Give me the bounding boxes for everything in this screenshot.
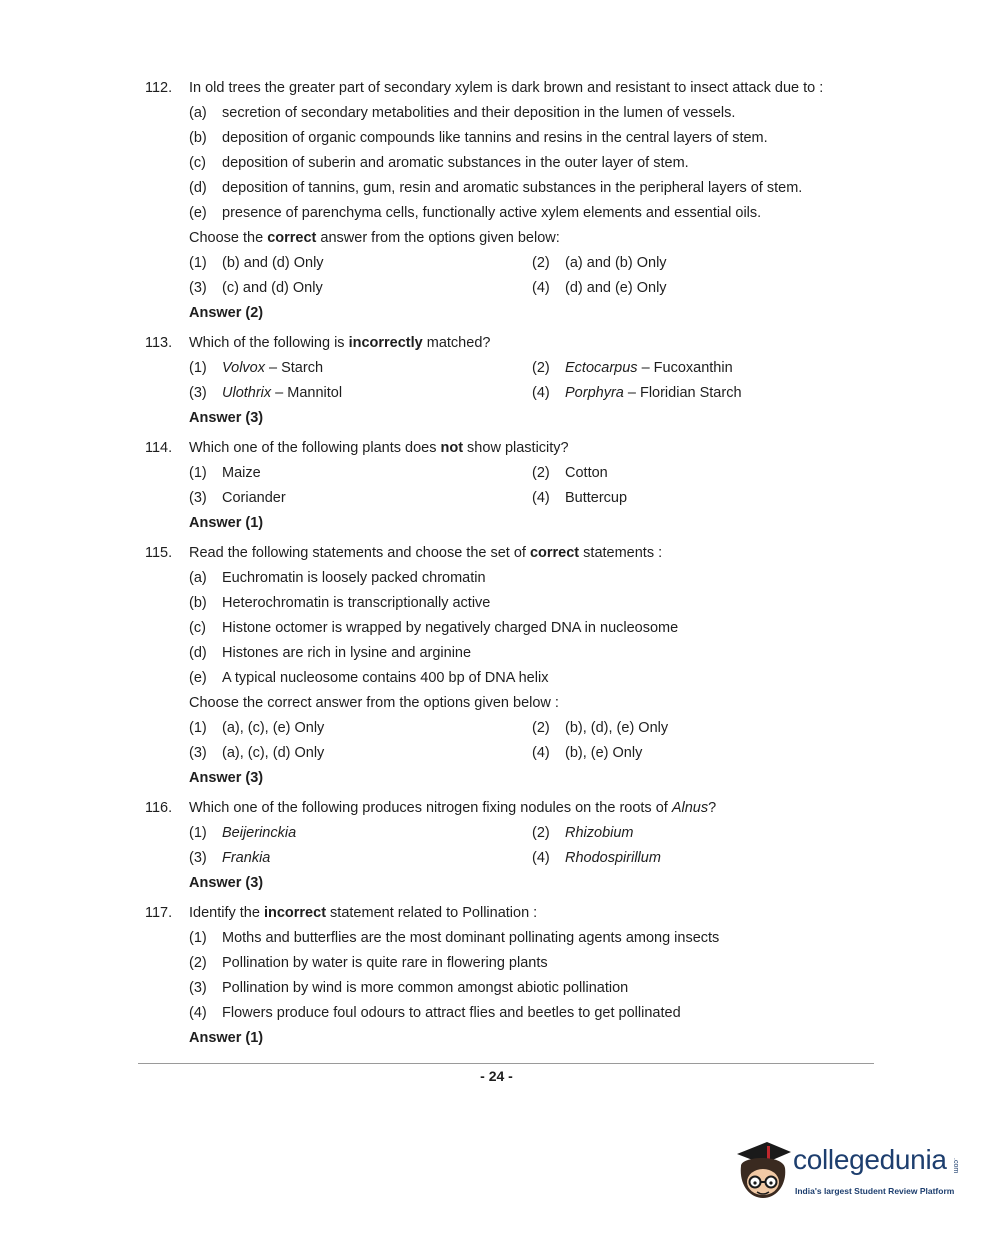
statement-label: (b) [189, 130, 207, 146]
statement-label: (b) [189, 595, 207, 611]
answer: Answer (3) [189, 770, 264, 786]
option-text: (d) and (e) Only [565, 280, 667, 296]
statement-text: secretion of secondary metabolities and their deposition in the lumen of vessels. [222, 105, 736, 121]
option-text: Beijerinckia [222, 825, 297, 841]
option-label: (3) [189, 745, 207, 761]
brand-suffix: .com [952, 1158, 959, 1174]
option-text: Flowers produce foul odours to attract flies and beetles to get pollinated [222, 1005, 681, 1021]
option-label: (1) [189, 930, 207, 946]
option-label: (2) [189, 955, 207, 971]
answer: Answer (1) [189, 1030, 264, 1046]
choose-instruction: Choose the correct answer from the options given below: [189, 230, 560, 246]
statement-text: deposition of tannins, gum, resin and aromatic substances in the peripheral layers of stem. [222, 180, 803, 196]
option-label: (2) [532, 825, 550, 841]
option-label: (1) [189, 465, 207, 481]
statement-label: (c) [189, 620, 206, 636]
option-label: (4) [532, 280, 550, 296]
option-text: (c) and (d) Only [222, 280, 323, 296]
option-text: Ulothrix – Mannitol [222, 385, 343, 401]
option-text: Porphyra – Floridian Starch [565, 385, 742, 401]
question-115-text: Read the following statements and choose the set of correct statements : [189, 545, 663, 561]
option-label: (1) [189, 825, 207, 841]
option-text: Volvox – Starch [222, 360, 324, 376]
option-text: Frankia [222, 850, 271, 866]
answer: Answer (2) [189, 305, 264, 321]
footer-divider [138, 1063, 874, 1064]
answer: Answer (3) [189, 875, 264, 891]
question-116-text: Which one of the following produces nitrogen fixing nodules on the roots of Alnus? [189, 800, 717, 816]
statement-text: deposition of organic compounds like tannins and resins in the central layers of stem. [222, 130, 768, 146]
option-text: Cotton [565, 465, 608, 481]
statement-text: presence of parenchyma cells, functionally active xylem elements and essential oils. [222, 205, 762, 221]
answer: Answer (1) [189, 515, 264, 531]
option-text: (b) and (d) Only [222, 255, 324, 271]
option-text: Rhodospirillum [565, 850, 661, 866]
option-label: (3) [189, 280, 207, 296]
option-text: (a) and (b) Only [565, 255, 667, 271]
statement-label: (a) [189, 570, 207, 586]
option-text: Pollination by water is quite rare in flowering plants [222, 955, 548, 971]
page-number: - 24 - [480, 1068, 513, 1084]
question-117-text: Identify the incorrect statement related to Pollination : [189, 905, 538, 921]
question-115-number: 115. [145, 545, 173, 561]
choose-instruction: Choose the correct answer from the options given below : [189, 695, 559, 711]
option-text: (a), (c), (d) Only [222, 745, 325, 761]
brand-logo[interactable] [733, 1138, 968, 1208]
option-label: (3) [189, 850, 207, 866]
question-114-number: 114. [145, 440, 173, 456]
statement-text: A typical nucleosome contains 400 bp of DNA helix [222, 670, 549, 686]
statement-text: Euchromatin is loosely packed chromatin [222, 570, 486, 586]
question-112-text: In old trees the greater part of secondary xylem is dark brown and resistant to insect attack due to : [189, 80, 824, 96]
option-label: (4) [189, 1005, 207, 1021]
option-label: (1) [189, 255, 207, 271]
option-label: (4) [532, 385, 550, 401]
option-label: (4) [532, 745, 550, 761]
option-text: (a), (c), (e) Only [222, 720, 325, 736]
option-text: Pollination by wind is more common amongst abiotic pollination [222, 980, 629, 996]
option-label: (2) [532, 255, 550, 271]
brand-tagline: India's largest Student Review Platform [795, 1186, 955, 1196]
statement-label: (e) [189, 670, 207, 686]
question-116-number: 116. [145, 800, 173, 816]
option-text: Moths and butterflies are the most dominant pollinating agents among insects [222, 930, 720, 946]
answer: Answer (3) [189, 410, 264, 426]
statement-label: (e) [189, 205, 207, 221]
option-label: (2) [532, 720, 550, 736]
option-label: (1) [189, 720, 207, 736]
option-text: (b), (d), (e) Only [565, 720, 669, 736]
statement-label: (d) [189, 645, 207, 661]
option-label: (2) [532, 465, 550, 481]
statement-label: (c) [189, 155, 206, 171]
option-text: Rhizobium [565, 825, 634, 841]
mascot-icon [733, 1138, 795, 1208]
statement-text: Histones are rich in lysine and arginine [222, 645, 472, 661]
statement-text: Histone octomer is wrapped by negatively charged DNA in nucleosome [222, 620, 679, 636]
option-text: Maize [222, 465, 261, 481]
option-label: (4) [532, 850, 550, 866]
statement-label: (a) [189, 105, 207, 121]
statement-text: Heterochromatin is transcriptionally active [222, 595, 491, 611]
question-117-number: 117. [145, 905, 173, 921]
option-text: Coriander [222, 490, 286, 506]
statement-text: deposition of suberin and aromatic substances in the outer layer of stem. [222, 155, 689, 171]
option-label: (3) [189, 490, 207, 506]
brand-name: collegedunia [793, 1144, 947, 1175]
option-label: (3) [189, 385, 207, 401]
question-113-text: Which of the following is incorrectly matched? [189, 335, 491, 351]
option-label: (1) [189, 360, 207, 376]
option-label: (2) [532, 360, 550, 376]
option-label: (4) [532, 490, 550, 506]
option-text: Ectocarpus – Fucoxanthin [565, 360, 733, 376]
option-text: Buttercup [565, 490, 628, 506]
option-label: (3) [189, 980, 207, 996]
statement-label: (d) [189, 180, 207, 196]
option-text: (b), (e) Only [565, 745, 643, 761]
question-113-number: 113. [145, 335, 173, 351]
question-114-text: Which one of the following plants does not show plasticity? [189, 440, 569, 456]
question-112-number: 112. [145, 80, 173, 96]
